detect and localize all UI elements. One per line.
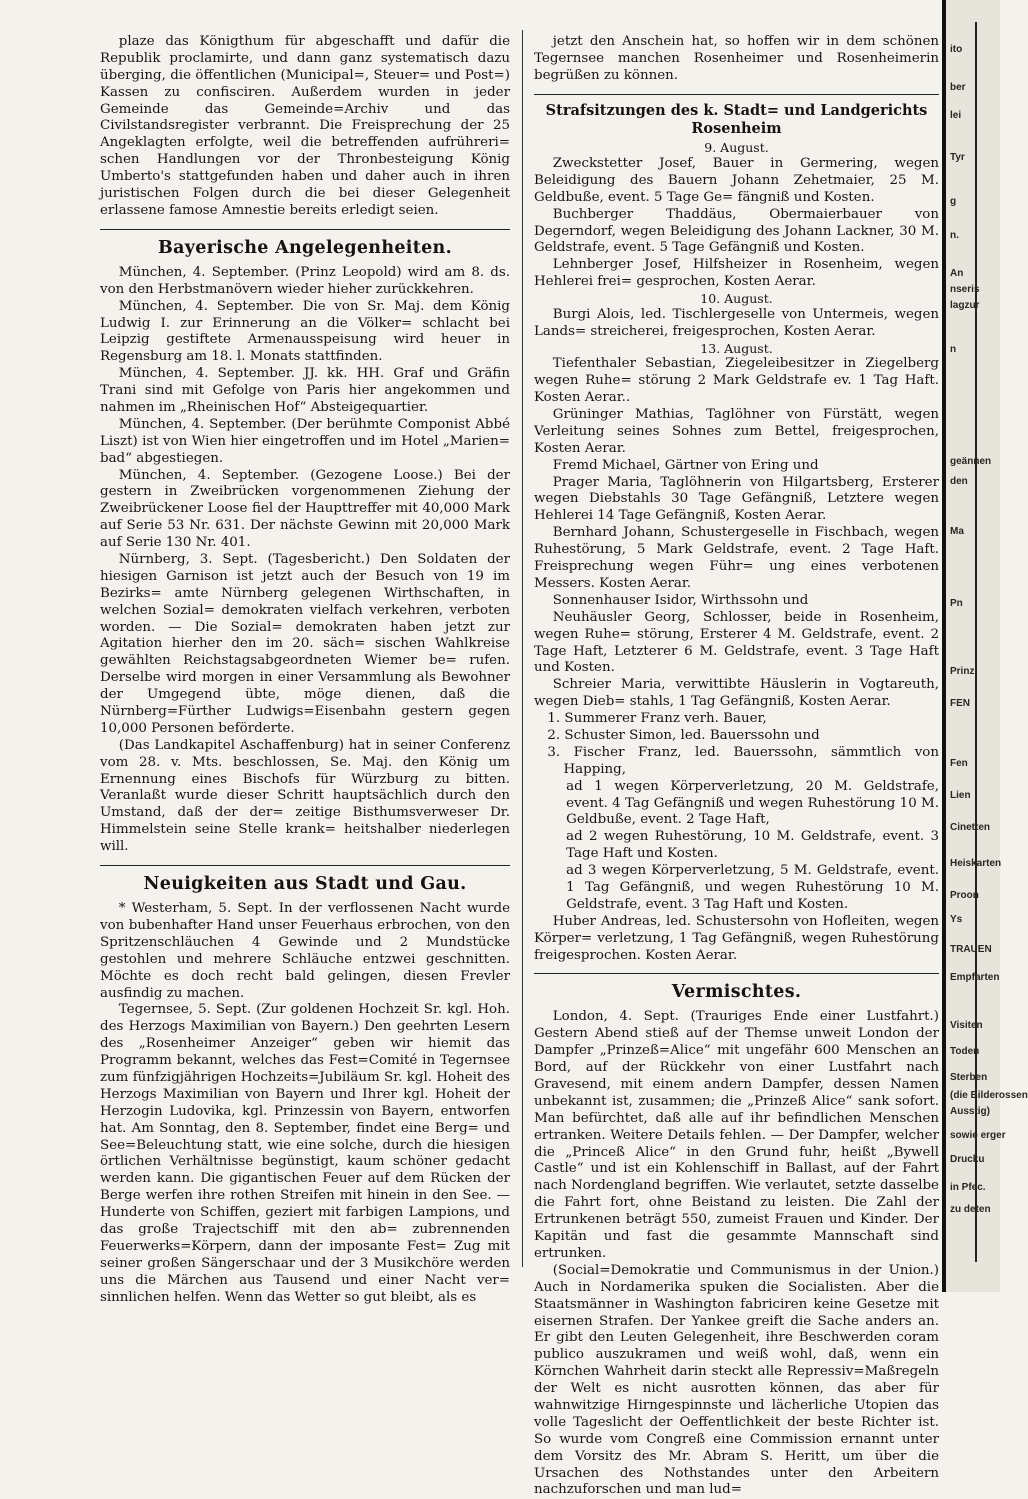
numbered-defendant: 2. Schuster Simon, led. Bauerssohn und xyxy=(547,727,820,743)
edge-fragment: Prinz xyxy=(950,666,975,677)
section-divider xyxy=(534,973,939,974)
article: München, 4. September. JJ. kk. HH. Graf und Gräfin Trani sind mit Gefolge von Paris hier angekommen und nahmen im „Rheinischen Hof“ Absteigequartier. xyxy=(100,366,510,415)
edge-fragment: Heiskarten xyxy=(950,858,1002,869)
edge-fragment: Ys xyxy=(950,914,963,925)
edge-fragment: An xyxy=(950,268,964,279)
article: * Westerham, 5. Sept. In der verflossenen Nacht wurde von bubenhafter Hand unser Feuerhaus erbrochen, von den Spritzenschläuchen 4 Gewinde und 2 Mundstücke gestohlen und mehrere Schläuche entzwei geschnitten. Möchte es doch recht bald gelingen, diesen Frevler ausfindig zu machen. xyxy=(100,901,510,1001)
edge-fragment: Proon xyxy=(950,890,979,901)
edge-fragment: n xyxy=(950,344,957,355)
section-divider xyxy=(100,865,510,866)
article: Tegernsee, 5. Sept. (Zur goldenen Hochzeit Sr. kgl. Hoh. des Herzogs Maximilian von Bayern.) Den geehrten Lesern des „Rosenheimer Anzeiger“ geben wir hiemit das Programm bekannt, welches das Fest=Comité in Tegernsee zum fünfzigjährigen Hochzeits=Jubiläum Sr. kgl. Hoheit des Herzogs Maximilian von Bayern und Ihrer kgl. Hoheit der Herzogin Ludovika, kgl. Prinzessin von Bayern, entworfen hat. Am Sonntag, den 8. September, findet eine Berg= und See=Beleuchtung statt, wie eine solche, durch die hiesigen örtlichen Verhältnisse begünstigt, kaum schöner gedacht werden kann. Die gigantischen Feuer auf dem Rücken der Berge werfen ihre rothen Streifen mit hinein in den See. — Hunderte von Schiffen, geziert mit farbigen Lampions, und das große Trajectschiff mit den ab= zubrennenden Feuerwerks=Körpern, dann der imposante Fest= Zug mit seiner großen Sängerschaar und der 3 Musikchöre werden uns die Märchen aus Tausend und einer Nacht ver= sinnlichen helfen. Wenn das Wetter so gut bleibt, als es xyxy=(100,1002,510,1305)
section-title-court: Strafsitzungen des k. Stadt= und Landgerichts Rosenheim xyxy=(545,101,928,137)
article: Nürnberg, 3. Sept. (Tagesbericht.) Den Soldaten der hiesigen Garnison ist jetzt auch der Besuch von 19 im Bezirks= amte Nürnberg gelegenen Wirthschaften, in welchen Sozial= demokraten vielfach verkehren, verboten worden. — Die Sozial= demokraten haben jetzt zur Agitation hierher den im 20. säch= sischen Wahlkreise gewählten Reichstagsabgeordneten Wiemer be= rufen. Derselbe wird morgen in einer Versammlung als Bewohner der Umgegend übte, möge dienen, daß die Nürnberg=Fürther Ludwigs=Eisenbahn gestern gegen 10,000 Personen beförderte. xyxy=(100,551,510,736)
edge-fragment: Sterben xyxy=(950,1072,988,1083)
edge-fragment: lei xyxy=(950,110,962,121)
sentence-detail: ad 3 wegen Körperverletzung, 5 M. Geldstrafe, event. 1 Tag Gefängniß, und wegen Ruhestörung 10 M. Geldstrafe, event. 3 Tag Haft und Kosten. xyxy=(566,863,939,912)
sentence-detail: ad 2 wegen Ruhestörung, 10 M. Geldstrafe, event. 3 Tage Haft und Kosten. xyxy=(566,829,939,862)
edge-fragment: Toden xyxy=(950,1046,980,1057)
section-title-misc: Vermischtes. xyxy=(671,982,802,1003)
edge-fragment: geännen xyxy=(950,456,992,467)
edge-fragment: TRAUEN xyxy=(950,944,992,955)
edge-fragment: in Pfec. xyxy=(950,1182,986,1193)
edge-fragment: Lien xyxy=(950,790,971,801)
right-column xyxy=(534,34,939,1499)
edge-fragment: den xyxy=(950,476,968,487)
edge-fragment: (die Bilderossen xyxy=(950,1090,1028,1101)
edge-fragment: zu deten xyxy=(950,1204,991,1215)
edge-fragment: Ma xyxy=(950,526,964,537)
court-date: 13. August. xyxy=(700,340,773,356)
edge-fragment: FEN xyxy=(950,698,970,709)
section-divider xyxy=(100,229,510,230)
article: London, 4. Sept. (Trauriges Ende einer Lustfahrt.) Gestern Abend stieß auf der Themse unweit London der Dampfer „Prinzeß=Alice“ mit ungefähr 600 Menschen an Bord, auf der Rückkehr von einer Lustfahrt nach Gravesend, mit einem andern Dampfer, dessen Namen unbekannt ist, zusammen; die „Prinzeß Alice“ sank sofort. Man befürchtet, daß alle auf ihr befindlichen Menschen ertranken. Weitere Details fehlen. — Der Dampfer, welcher die „Princeß Alice“ in den Grund fuhr, heißt „Bywell Castle“ und ist ein Kohlenschiff in Ballast, auf der Fahrt nach Nordengland begriffen. Wie verlautet, setzte dasselbe die Fahrt fort, ohne Beistand zu leisten. Die Zahl der Ertrunkenen beträgt 550, zumeist Frauen und Kinder. Der Kapitän und fast die gesammte Mannschaft sind ertrunken. xyxy=(534,1009,939,1261)
edge-fragment: Cinetten xyxy=(950,822,990,833)
court-entry: Burgi Alois, led. Tischlergeselle von Untermeis, wegen Lands= streicherei, freigesprochen, Kosten Aerar. xyxy=(534,306,939,339)
court-date: 9. August. xyxy=(704,140,769,156)
section-title-gau: Neuigkeiten aus Stadt und Gau. xyxy=(143,874,467,895)
column-rule xyxy=(522,30,523,1267)
article: (Social=Demokratie und Communismus in der Union.) Auch in Nordamerika spuken die Socialisten. Aber die Staatsmänner in Washington fabriciren keine Gesetze mit eisernen Strafen. Der Yankee greift die Sache anders an. Er gibt den Leuten Gelegenheit, ihre Beschwerden coram publico auszukramen und weiß wohl, daß, wenn ein Körnchen Wahrheit darin steckt alle Repressiv=Maßregeln der Welt es nicht ausrotten können, das aber für wahnwitzige Hirngespinnste und lächerliche Utopien das volle Tageslicht der Oeffentlichkeit der beste Richter ist. So wurde vom Congreß eine Commission ernannt unter dem Vorsitz des Mr. Abram S. Heritt, um über die Ursachen des Nothstandes unter den Arbeitern nachzuforschen und man lud= xyxy=(534,1262,939,1498)
court-entry: Neuhäusler Georg, Schlosser, beide in Rosenheim, wegen Ruhe= störung, Ersterer 4 M. Geldstrafe, event. 2 Tage Haft, Letzterer 6 M. Geldstrafe, event. 3 Tage Haft und Kosten. xyxy=(534,609,939,676)
edge-fragment: Ausstig) xyxy=(950,1106,990,1117)
adjacent-page-edge xyxy=(942,0,1028,1292)
edge-fragment: Visiten xyxy=(950,1020,983,1031)
article: München, 4. September. Die von Sr. Maj. dem König Ludwig I. zur Erinnerung an die Völker= schlacht bei Leipzig gestiftete Armenausspeisung wird heuer in Regensburg am 18. l. Monats stattfinden. xyxy=(100,298,510,365)
edge-fragment: Tyr xyxy=(950,152,965,163)
court-entry: Grüninger Mathias, Taglöhner von Fürstätt, wegen Verleitung seines Sohnes zum Bettel, freigesprochen, Kosten Aerar. xyxy=(534,407,939,456)
intro-paragraph: jetzt den Anschein hat, so hoffen wir in dem schönen Tegernsee manchen Rosenheimer und Rosenheimerin begrüßen zu können. xyxy=(534,34,939,83)
edge-fragment: lagzur xyxy=(950,300,980,311)
edge-fragment: ber xyxy=(950,82,966,93)
sentence-detail: ad 1 wegen Körperverletzung, 20 M. Geldstrafe, event. 4 Tag Gefängniß und wegen Ruhestörung 10 M. Geldbuße, event. 2 Tage Haft, xyxy=(566,778,939,828)
edge-fragment: Fen xyxy=(950,758,968,769)
edge-fragment: n. xyxy=(950,230,959,241)
court-entry: Tiefenthaler Sebastian, Ziegeleibesitzer in Ziegelberg wegen Ruhe= störung 2 Mark Geldstrafe ev. 1 Tag Haft. Kosten Aerar.. xyxy=(534,356,939,406)
left-column xyxy=(100,34,510,1306)
court-entry: Schreier Maria, verwittibte Häuslerin in Vogtareuth, wegen Dieb= stahls, 1 Tag Gefängniß, Kosten Aerar. xyxy=(534,677,939,710)
edge-fragment: nseris xyxy=(950,284,980,295)
article: München, 4. September. (Gezogene Loose.) Bei der gestern in Zweibrücken vorgenommenen Ziehung der Zweibrückener Loose fiel der Haupttreffer mit 40,000 Mark auf Serie 53 Nr. 631. Der nächste Gewinn mit 20,000 Mark auf Serie 130 Nr. 401. xyxy=(100,467,510,551)
article: (Das Landkapitel Aschaffenburg) hat in seiner Conferenz vom 28. v. Mts. beschlossen, Se. Maj. den König um Ernennung eines Bischofs für Würzburg zu bitten. Veranlaßt wurde dieser Schritt hauptsächlich durch den Umstand, daß der der= zeitige Bisthumsverweser Dr. Himmelstein seine Stelle krank= heitshalber niederlegen will. xyxy=(100,737,510,855)
binding-bar xyxy=(942,0,946,1292)
court-entry: Lehnberger Josef, Hilfsheizer in Rosenheim, wegen Hehlerei frei= gesprochen, Kosten Aerar. xyxy=(534,257,939,290)
article: München, 4. September. (Der berühmte Componist Abbé Liszt) ist von Wien hier eingetroffen und im Hotel „Marien= bad“ abgestiegen. xyxy=(100,416,510,466)
intro-paragraph: plaze das Königthum für abgeschafft und dafür die Republik proclamirte, und dann ganz systematisch dazu überging, die öffentlichen (Municipal=, Steuer= und Post=) Kassen zu confisciren. Außerdem wurden in jeder Gemeinde das Gemeinde=Archiv und das Civilstandsregister verbrannt. Die Freisprechung der 25 Angeklagten erfolgte, weil die betreffenden aufrühreri= schen Handlungen vor der Thronbesteigung König Umberto's stattgefunden haben und daher auch in ihren juristischen Folgen durch die bei dieser Gelegenheit erlassene famose Amnestie bereits erledigt seien. xyxy=(100,34,510,218)
court-date: 10. August. xyxy=(700,291,773,307)
article: München, 4. September. (Prinz Leopold) wird am 8. ds. von den Herbstmanövern wieder hieher zurückkehren. xyxy=(100,264,510,297)
edge-fragment: Drucku xyxy=(950,1154,985,1165)
court-entry: Huber Andreas, led. Schustersohn von Hofleiten, wegen Körper= verletzung, 1 Tag Gefängniß, wegen Ruhestörung freigesprochen. Kosten Aerar. xyxy=(534,913,939,963)
court-entry: Sonnenhauser Isidor, Wirthssohn und xyxy=(552,592,809,608)
edge-fragment: ito xyxy=(950,44,963,55)
court-entry: Bernhard Johann, Schustergeselle in Fischbach, wegen Ruhestörung, 5 Mark Geldstrafe, event. 2 Tage Haft. Freisprechung wegen Führ= ung eines verbotenen Messers. Kosten Aerar. xyxy=(534,525,939,591)
edge-fragment: Pn xyxy=(950,598,963,609)
court-entry: Buchberger Thaddäus, Obermaierbauer von Degerndorf, wegen Beleidigung des Johann Lackner, 30 M. Geldstrafe, event. 5 Tage Gefängniß und Kosten. xyxy=(534,206,939,256)
edge-fragment: Empfarten xyxy=(950,972,1000,983)
court-entry: Prager Maria, Taglöhnerin von Hilgartsberg, Ersterer wegen Diebstahls 30 Tage Gefängniß, Letztere wegen Hehlerei 14 Tage Gefängniß, Kosten Aerar. xyxy=(534,474,939,524)
numbered-defendant: 1. Summerer Franz verh. Bauer, xyxy=(547,711,767,727)
section-title-bayern: Bayerische Angelegenheiten. xyxy=(158,237,452,258)
section-divider xyxy=(534,94,939,95)
numbered-defendant: 3. Fischer Franz, led. Bauerssohn, sämmtlich von Happing, xyxy=(547,744,939,777)
court-entry: Fremd Michael, Gärtner von Ering und xyxy=(552,457,819,473)
court-entry: Zweckstetter Josef, Bauer in Germering, wegen Beleidigung des Bauern Johann Zehetmaier, 25 M. Geldbuße, event. 5 Tage Ge= fängniß und Kosten. xyxy=(534,155,939,205)
edge-fragment: sowie erger xyxy=(950,1130,1006,1141)
edge-fragment: g xyxy=(950,196,957,207)
